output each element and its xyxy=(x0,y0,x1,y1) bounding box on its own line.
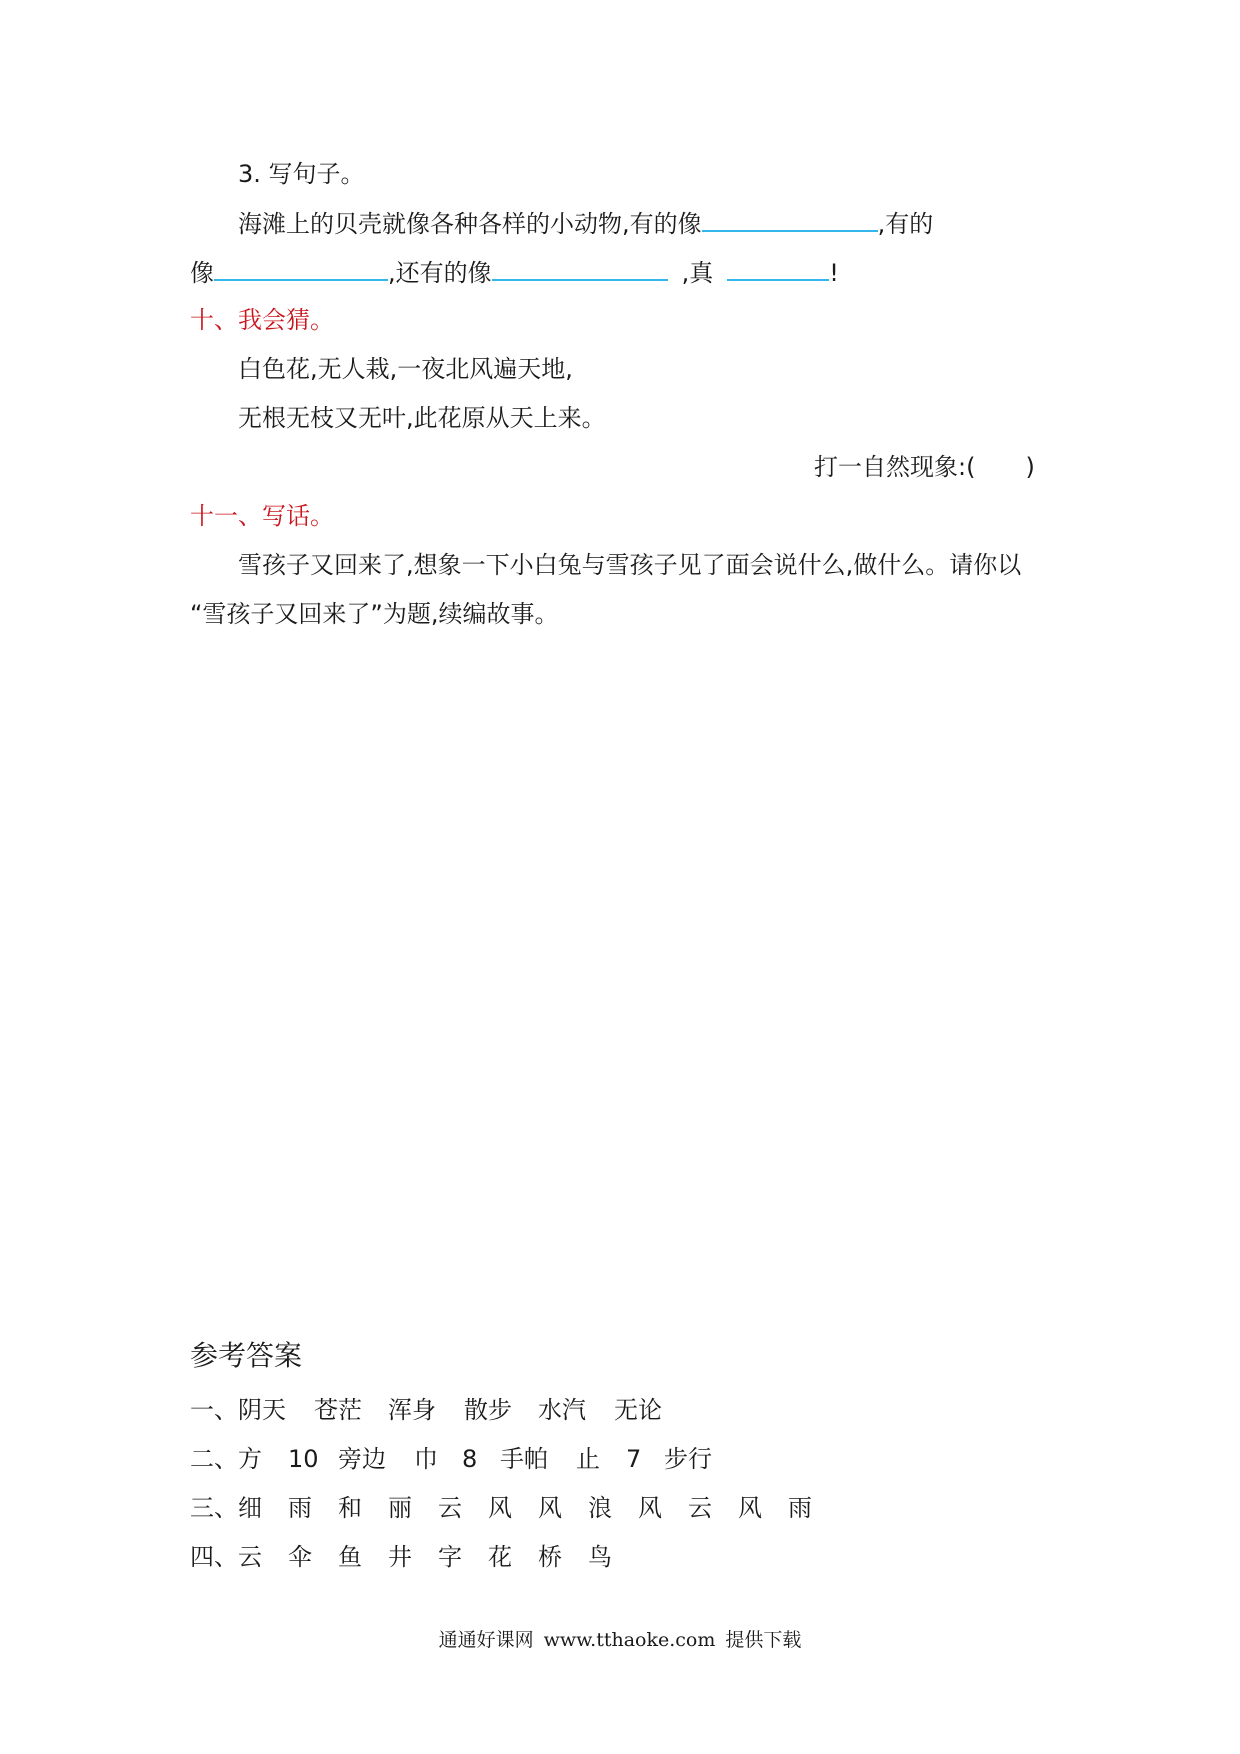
q3-sentence-line2 xyxy=(190,255,839,289)
answer-item: 8 xyxy=(462,1445,478,1473)
q3-line1-tail: ,有的 xyxy=(877,210,934,238)
writing-prompt-line-2: “雪孩子又回来了”为题,续编故事。 xyxy=(190,600,559,628)
q3-sentence-line1 xyxy=(238,206,933,240)
answer-item: 散步 xyxy=(464,1396,512,1424)
answer-item: 鱼 xyxy=(338,1543,362,1571)
answer-item: 鸟 xyxy=(588,1543,612,1571)
answer-item: 二、方 xyxy=(190,1445,262,1473)
footer-suffix: 提供下载 xyxy=(725,1629,802,1651)
page-footer xyxy=(0,1626,1240,1654)
answer-item: 手帕 xyxy=(500,1445,548,1473)
answer-item: 伞 xyxy=(288,1543,312,1571)
q3-line1-text: 海滩上的贝壳就像各种各样的小动物,有的像 xyxy=(238,210,702,238)
answer-item: 丽 xyxy=(388,1494,412,1522)
answer-item: 步行 xyxy=(664,1445,712,1473)
footer-url[interactable]: www.tthaoke.com xyxy=(543,1629,716,1651)
riddle-hint-close: ) xyxy=(1025,453,1035,481)
q3-line2-mid: ,还有的像 xyxy=(388,259,492,287)
answer-key-title: 参考答案 xyxy=(190,1339,303,1372)
answer-item: 雨 xyxy=(788,1494,812,1522)
answer-item: 10 xyxy=(288,1445,319,1473)
answer-item: 云 xyxy=(688,1494,712,1522)
section-10-heading: 十、我会猜。 xyxy=(190,306,334,334)
riddle-hint-label: 打一自然现象:( xyxy=(814,453,976,481)
answer-item: 风 xyxy=(488,1494,512,1522)
q3-line2-end: ! xyxy=(829,259,839,287)
q3-line2-mid2: ,真 xyxy=(681,259,714,287)
answer-item: 浑身 xyxy=(388,1396,436,1424)
answer-item: 风 xyxy=(638,1494,662,1522)
answer-blank-1[interactable] xyxy=(702,206,878,232)
riddle-hint xyxy=(814,451,1035,483)
answer-item: 一、阴天 xyxy=(190,1396,286,1424)
answer-item: 雨 xyxy=(288,1494,312,1522)
answer-item: 7 xyxy=(626,1445,642,1473)
answer-item: 井 xyxy=(388,1543,412,1571)
answer-item: 止 xyxy=(576,1445,600,1473)
answer-item: 风 xyxy=(738,1494,762,1522)
answer-item: 桥 xyxy=(538,1543,562,1571)
q3-heading: 3. 写句子。 xyxy=(238,160,365,188)
answer-item: 巾 xyxy=(414,1445,438,1473)
answer-item: 花 xyxy=(488,1543,512,1571)
riddle-line-2: 无根无枝又无叶,此花原从天上来。 xyxy=(238,404,606,432)
answer-item: 旁边 xyxy=(338,1445,386,1473)
q3-line2-start: 像 xyxy=(190,259,214,287)
answer-item: 四、云 xyxy=(190,1543,262,1571)
answer-item: 三、细 xyxy=(190,1494,262,1522)
answer-item: 浪 xyxy=(588,1494,612,1522)
answer-item: 水汽 xyxy=(538,1396,586,1424)
answer-blank-3[interactable] xyxy=(492,255,668,281)
section-11-heading: 十一、写话。 xyxy=(190,502,334,530)
answer-item: 字 xyxy=(438,1543,462,1571)
footer-site-name: 通通好课网 xyxy=(438,1629,534,1651)
riddle-line-1: 白色花,无人栽,一夜北风遍天地, xyxy=(238,355,573,383)
answer-item: 苍茫 xyxy=(314,1396,362,1424)
answer-blank-2[interactable] xyxy=(214,255,388,281)
answer-item: 无论 xyxy=(614,1396,662,1424)
answer-blank-4[interactable] xyxy=(727,255,829,281)
answer-item: 和 xyxy=(338,1494,362,1522)
answer-item: 风 xyxy=(538,1494,562,1522)
writing-prompt-line-1: 雪孩子又回来了,想象一下小白兔与雪孩子见了面会说什么,做什么。请你以 xyxy=(238,551,1022,579)
answer-item: 云 xyxy=(438,1494,462,1522)
